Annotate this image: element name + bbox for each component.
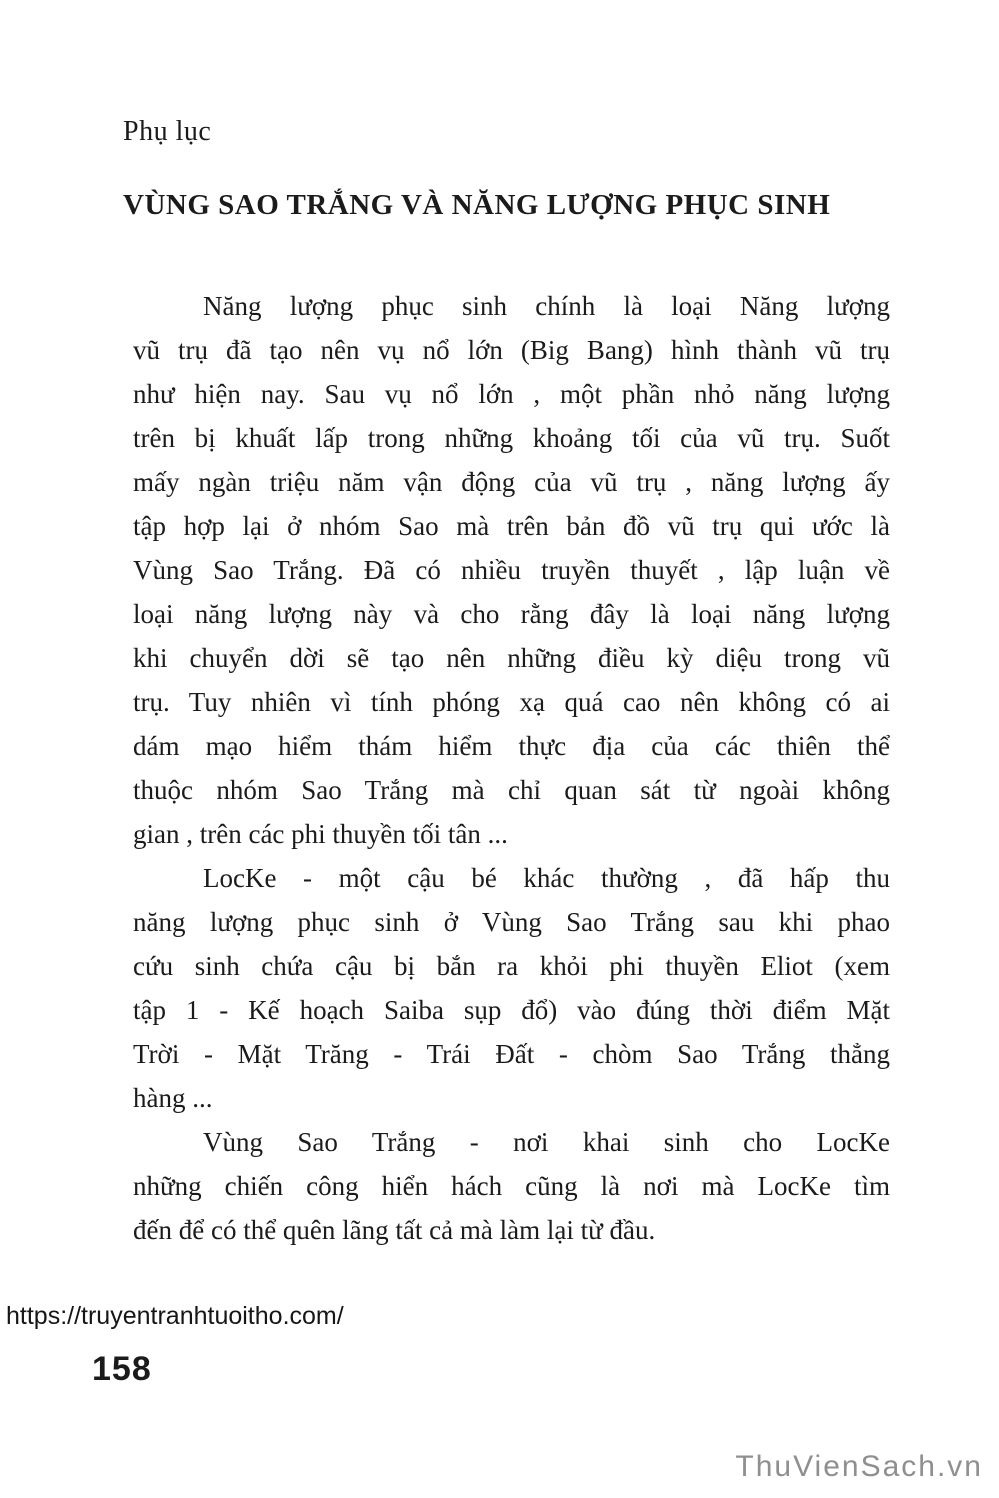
text-line: Vùng Sao Trắng - nơi khai sinh cho LocKe	[203, 1127, 890, 1157]
text-line: tập hợp lại ở nhóm Sao mà trên bản đồ vũ trụ qui ước là	[133, 511, 890, 541]
site-watermark: ThuVienSach.vn	[735, 1450, 983, 1483]
paragraph-3	[133, 1120, 890, 1252]
paragraph-2	[133, 856, 890, 1120]
text-line: Vùng Sao Trắng. Đã có nhiều truyền thuyết , lập luận về	[133, 555, 890, 585]
text-line: mấy ngàn triệu năm vận động của vũ trụ , năng lượng ấy	[133, 467, 890, 497]
page-title: VÙNG SAO TRẮNG VÀ NĂNG LƯỢNG PHỤC SINH	[123, 189, 831, 221]
page-header-label: Phụ lục	[123, 116, 212, 147]
text-line: những chiến công hiển hách cũng là nơi mà LocKe tìm	[133, 1171, 890, 1201]
text-line: trên bị khuất lấp trong những khoảng tối của vũ trụ. Suốt	[133, 423, 890, 453]
text-line: năng lượng phục sinh ở Vùng Sao Trắng sau khi phao	[133, 907, 890, 937]
source-url-watermark: https://truyentranhtuoitho.com/	[6, 1302, 344, 1330]
text-line: Trời - Mặt Trăng - Trái Đất - chòm Sao Trắng thẳng	[133, 1039, 890, 1069]
text-line: cứu sinh chứa cậu bị bắn ra khỏi phi thuyền Eliot (xem	[133, 951, 890, 981]
text-line: trụ. Tuy nhiên vì tính phóng xạ quá cao nên không có ai	[133, 687, 890, 717]
page-number: 158	[92, 1350, 152, 1388]
text-line: loại năng lượng này và cho rằng đây là loại năng lượng	[133, 599, 890, 629]
text-line: gian , trên các phi thuyền tối tân ...	[133, 819, 508, 849]
text-line: dám mạo hiểm thám hiểm thực địa của các thiên thể	[133, 731, 890, 761]
text-line: đến để có thể quên lãng tất cả mà làm lại từ đầu.	[133, 1215, 656, 1245]
text-line: vũ trụ đã tạo nên vụ nổ lớn (Big Bang) hình thành vũ trụ	[133, 335, 890, 365]
text-line: LocKe - một cậu bé khác thường , đã hấp thu	[203, 863, 890, 893]
text-line: khi chuyển dời sẽ tạo nên những điều kỳ diệu trong vũ	[133, 643, 890, 673]
text-line: hàng ...	[133, 1083, 213, 1113]
text-line: như hiện nay. Sau vụ nổ lớn , một phần nhỏ năng lượng	[133, 379, 890, 409]
text-line: Năng lượng phục sinh chính là loại Năng lượng	[203, 291, 890, 321]
paragraph-1	[133, 284, 890, 856]
text-line: thuộc nhóm Sao Trắng mà chỉ quan sát từ ngoài không	[133, 775, 890, 805]
text-line: tập 1 - Kế hoạch Saiba sụp đổ) vào đúng thời điểm Mặt	[133, 995, 890, 1025]
body-text	[133, 284, 890, 1252]
